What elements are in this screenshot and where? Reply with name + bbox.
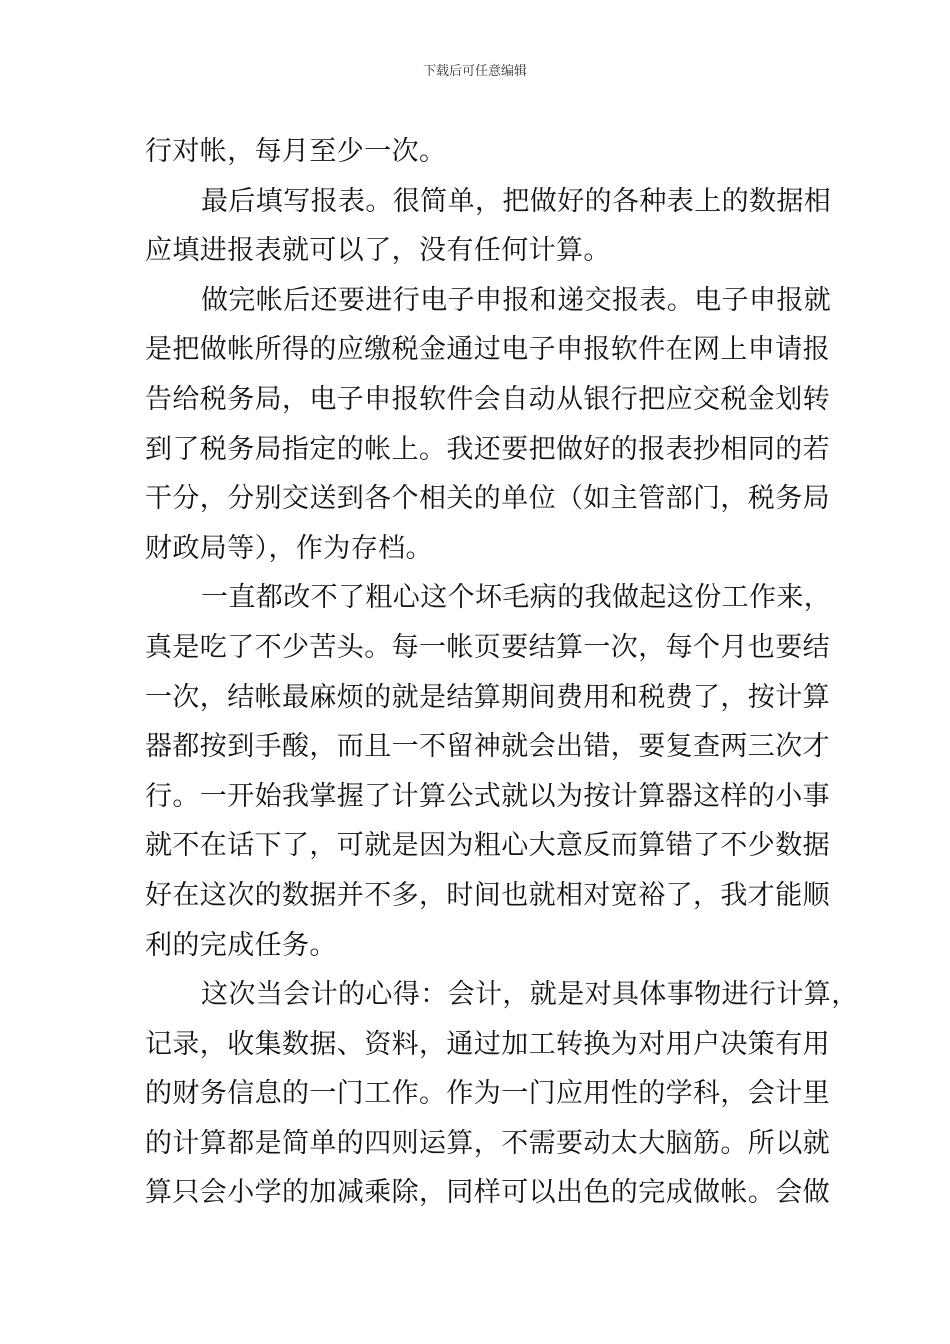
text-line: 器都按到手酸，而且一不留神就会出错，要复查两三次才 bbox=[145, 731, 830, 763]
text-line: 的计算都是简单的四则运算，不需要动太大脑筋。所以就 bbox=[145, 1127, 830, 1159]
text-line: 行对帐，每月至少一次。 bbox=[145, 136, 447, 167]
page-header: 下载后可任意编辑 bbox=[422, 64, 527, 79]
text-line: 最后填写报表。很简单，把做好的各种表上的数据相 bbox=[201, 185, 832, 217]
text-line: 行。一开始我掌握了计算公式就以为按计算器这样的小事 bbox=[145, 780, 830, 812]
text-line: 是把做帐所得的应缴税金通过电子申报软件在网上申请报 bbox=[145, 334, 830, 366]
text-line: 记录，收集数据、资料，通过加工转换为对用户决策有用 bbox=[145, 1028, 830, 1060]
text-line: 真是吃了不少苦头。每一帐页要结算一次，每个月也要结 bbox=[145, 631, 830, 663]
document-body bbox=[145, 127, 859, 1218]
text-line: 干分，分别交送到各个相关的单位（如主管部门，税务局 bbox=[145, 483, 830, 515]
text-line: 一次，结帐最麻烦的就是结算期间费用和税费了，按计算 bbox=[145, 681, 830, 713]
text-line: 告给税务局，电子申报软件会自动从银行把应交税金划转 bbox=[145, 383, 830, 415]
text-line: 好在这次的数据并不多，时间也就相对宽裕了，我才能顺 bbox=[145, 879, 830, 911]
text-line: 财政局等），作为存档。 bbox=[145, 532, 433, 564]
text-line: 这次当会计的心得：会计，就是对具体事物进行计算， bbox=[201, 979, 859, 1011]
text-line: 一直都改不了粗心这个坏毛病的我做起这份工作来， bbox=[201, 582, 832, 614]
text-line: 做完帐后还要进行电子申报和递交报表。电子申报就 bbox=[201, 284, 832, 316]
text-line: 算只会小学的加减乘除，同样可以出色的完成做帐。会做 bbox=[145, 1177, 830, 1209]
text-line: 利的完成任务。 bbox=[145, 929, 337, 961]
text-line: 的财务信息的一门工作。作为一门应用性的学科，会计里 bbox=[145, 1078, 830, 1110]
text-line: 到了税务局指定的帐上。我还要把做好的报表抄相同的若 bbox=[145, 433, 830, 465]
text-line: 就不在话下了，可就是因为粗心大意反而算错了不少数据 bbox=[145, 830, 830, 862]
text-line: 应填进报表就可以了，没有任何计算。 bbox=[145, 235, 611, 267]
